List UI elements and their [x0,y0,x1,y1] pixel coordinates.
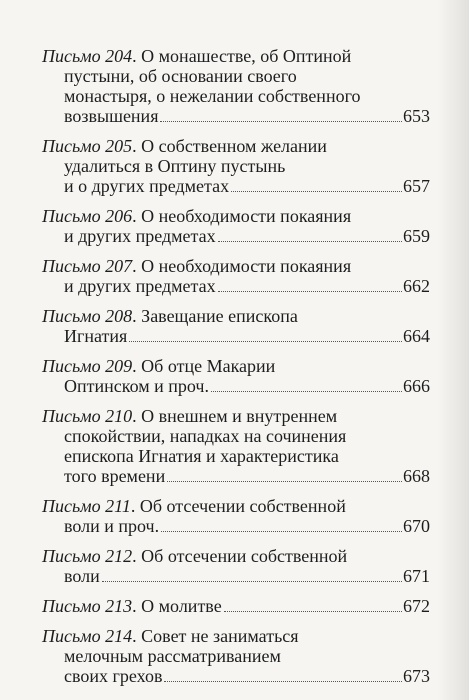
toc-entry [42,136,430,196]
toc-entry [42,546,430,586]
toc-entry [42,306,430,346]
dot-leader [231,191,402,192]
letter-number: Письмо 214 [42,626,133,646]
letter-number: Письмо 206 [42,206,133,226]
page-number: 673 [403,666,430,686]
page-number: 671 [403,566,430,586]
dot-leader [164,681,402,682]
dot-leader [161,531,402,532]
letter-number: Письмо 210 [42,406,133,426]
page-number: 653 [403,106,430,126]
page-number: 657 [403,176,430,196]
entry-title-line: возвышения [64,106,159,126]
adjacent-page-edge [437,0,469,700]
entry-title-line: . О необходимости покаяния [132,206,352,226]
entry-title-line: и других предметах [64,226,216,246]
dot-leader [167,481,402,482]
letter-number: Письмо 209 [42,356,133,376]
entry-title-line: монастыря, о нежелании собственного [64,86,361,106]
dot-leader [102,581,402,582]
entry-title-line: мелочным рассматриванием [64,646,281,666]
letter-number: Письмо 208 [42,306,133,326]
entry-title-line: . Завещание епископа [132,306,298,326]
page-number: 672 [403,596,430,616]
toc-entry [42,256,430,296]
entry-title-line: и о других предметах [64,176,230,196]
page-number: 662 [403,276,430,296]
entry-title-line: пустыни, об основании своего [64,66,297,86]
toc-entry [42,626,430,686]
entry-title-line: воли [64,566,100,586]
toc-entry [42,356,430,396]
page-number: 666 [403,376,430,396]
entry-title-line: . О молитве [132,596,222,616]
page-number: 670 [403,516,430,536]
dot-leader [211,391,402,392]
entry-title-line: . Об отсечении собственной [132,546,348,566]
dot-leader [218,291,402,292]
toc-entry [42,596,430,616]
entry-title-line: воли и проч. [64,516,160,536]
entry-title-line: удалиться в Оптину пустынь [64,156,286,176]
entry-title-line: . О монашестве, об Оптиной [132,46,352,66]
entry-title-line: . О необходимости покаяния [132,256,352,276]
entry-title-line: . О внешнем и внутреннем [132,406,338,426]
entry-title-line: спокойствии, нападках на сочинения [64,426,347,446]
entry-title-line: своих грехов [64,666,163,686]
dot-leader [218,241,402,242]
table-of-contents [42,46,430,696]
letter-number: Письмо 211 [42,496,131,516]
entry-title-line: Игнатия [64,326,128,346]
dot-leader [129,341,402,342]
entry-title-line: епископа Игнатия и характеристика [64,446,339,466]
entry-title-line: того времени [64,466,166,486]
entry-title-line: . О собственном желании [132,136,327,156]
dot-leader [160,121,402,122]
dot-leader [224,611,402,612]
toc-entry [42,406,430,486]
entry-title-line: . Об отце Макарии [132,356,276,376]
letter-number: Письмо 207 [42,256,133,276]
letter-number: Письмо 212 [42,546,133,566]
letter-number: Письмо 204 [42,46,133,66]
letter-number: Письмо 205 [42,136,133,156]
page-number: 664 [403,326,430,346]
letter-number: Письмо 213 [42,596,133,616]
entry-title-line: и других предметах [64,276,216,296]
entry-title-line: . Совет не заниматься [132,626,299,646]
entry-title-line: . Об отсечении собственной [130,496,346,516]
page-number: 659 [403,226,430,246]
page-number: 668 [403,466,430,486]
toc-entry [42,206,430,246]
toc-entry [42,46,430,126]
toc-entry [42,496,430,536]
entry-title-line: Оптинском и проч. [64,376,209,396]
